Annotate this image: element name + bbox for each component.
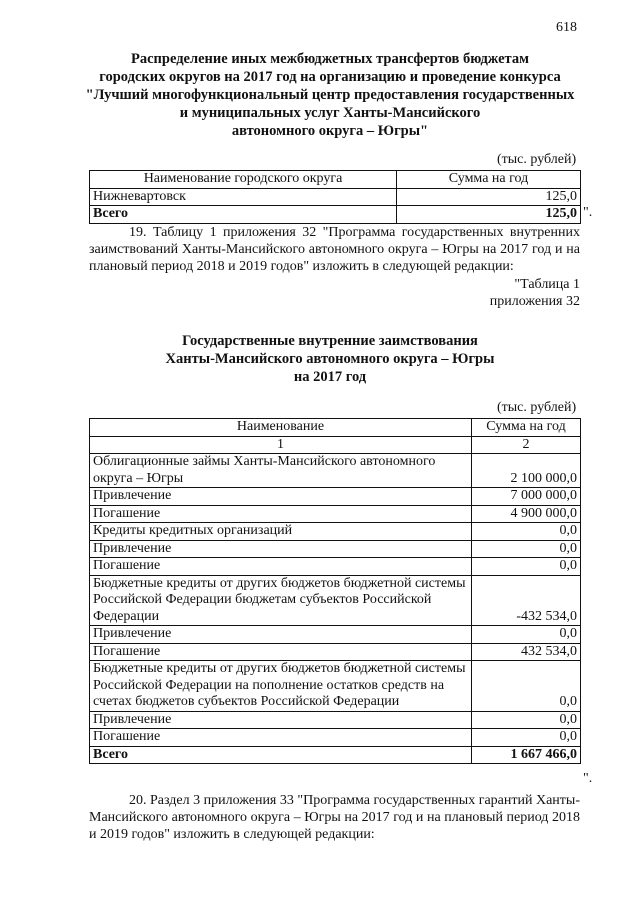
table-row	[90, 523, 581, 541]
title-line: Распределение иных межбюджетных трансфертов бюджетам	[131, 51, 529, 67]
title-line: автономного округа – Югры"	[231, 123, 429, 139]
table-row	[90, 575, 581, 626]
section-title	[60, 50, 600, 140]
row-name: Бюджетные кредиты от других бюджетов бюджетной системы Российской Федерации на пополнение остатков средств на счетах бюджетов субъектов Российской Федерации	[90, 661, 472, 712]
row-name: Кредиты кредитных организаций	[90, 523, 472, 541]
table-total-row	[90, 206, 581, 224]
table-row	[90, 540, 581, 558]
table-row	[90, 558, 581, 576]
row-value: -432 534,0	[472, 575, 581, 626]
title-line: городских округов на 2017 год на организацию и проведение конкурса	[99, 69, 561, 85]
row-value: 7 000 000,0	[472, 488, 581, 506]
row-value: 0,0	[472, 523, 581, 541]
table-row	[90, 626, 581, 644]
table-row	[90, 711, 581, 729]
table-reference-line: "Таблица 1	[514, 277, 580, 292]
row-name: Привлечение	[90, 540, 472, 558]
row-value: 2 100 000,0	[472, 454, 581, 488]
row-value: 0,0	[472, 626, 581, 644]
title-line: и муниципальных услуг Ханты-Мансийского	[179, 105, 481, 121]
table-header-row	[90, 171, 581, 189]
paragraph-20: 20. Раздел 3 приложения 33 "Программа государственных гарантий Ханты-Мансийского автономного округа – Югры на 2017 год и на плановый период 2018 и 2019 годов" изложить в следующей редакции:	[89, 793, 580, 842]
table-row	[90, 505, 581, 523]
table-reference-line: приложения 32	[489, 294, 580, 309]
total-value: 125,0	[397, 206, 581, 224]
title-line: Государственные внутренние заимствования	[182, 333, 478, 349]
total-value: 1 667 466,0	[472, 746, 581, 764]
table-total-row	[90, 746, 581, 764]
row-value: 125,0	[397, 188, 581, 206]
table-header-row	[90, 419, 581, 437]
row-name: Погашение	[90, 643, 472, 661]
row-name: Облигационные займы Ханты-Мансийского автономного округа – Югры	[90, 454, 472, 488]
table2-closing-quote: ".	[583, 771, 593, 786]
paragraph-19: 19. Таблицу 1 приложения 32 "Программа государственных внутренних заимствований Ханты-Мансийского автономного округа – Югры на 2017 год и на плановый период 2018 и 2019 годов" изложить в следующей редакции:	[89, 225, 580, 274]
table1-closing-quote: ".	[583, 205, 593, 220]
row-value: 0,0	[472, 540, 581, 558]
title-line: на 2017 год	[293, 369, 367, 385]
column-number: 1	[90, 436, 472, 454]
column-header: Сумма на год	[472, 419, 581, 437]
row-name: Привлечение	[90, 711, 472, 729]
table-row	[90, 454, 581, 488]
column-header: Наименование	[90, 419, 472, 437]
row-value: 432 534,0	[472, 643, 581, 661]
row-name: Привлечение	[90, 488, 472, 506]
column-number-row	[90, 436, 581, 454]
page-number: 618	[556, 20, 577, 35]
total-label: Всего	[90, 746, 472, 764]
row-name: Погашение	[90, 505, 472, 523]
table-reference	[480, 276, 580, 310]
row-name: Погашение	[90, 729, 472, 747]
title-line: Ханты-Мансийского автономного округа – Югры	[165, 351, 495, 367]
column-header: Наименование городского округа	[90, 171, 397, 189]
table-row	[90, 643, 581, 661]
column-header: Сумма на год	[397, 171, 581, 189]
row-value: 0,0	[472, 711, 581, 729]
total-label: Всего	[90, 206, 397, 224]
row-name: Бюджетные кредиты от других бюджетов бюджетной системы Российской Федерации бюджетам субъектов Российской Федерации	[90, 575, 472, 626]
table-row	[90, 188, 581, 206]
row-value: 0,0	[472, 729, 581, 747]
row-name: Привлечение	[90, 626, 472, 644]
row-value: 0,0	[472, 558, 581, 576]
table-row	[90, 661, 581, 712]
row-name: Нижневартовск	[90, 188, 397, 206]
table-row	[90, 729, 581, 747]
table2-units: (тыс. рублей)	[497, 400, 577, 415]
row-name: Погашение	[90, 558, 472, 576]
row-value: 0,0	[472, 661, 581, 712]
table1-units: (тыс. рублей)	[497, 152, 577, 167]
table-row	[90, 488, 581, 506]
borrowings-table	[89, 418, 581, 764]
borrowing-title	[60, 332, 600, 386]
title-line: "Лучший многофункциональный центр предоставления государственных	[85, 87, 575, 103]
column-number: 2	[472, 436, 581, 454]
transfers-table	[89, 170, 581, 224]
row-value: 4 900 000,0	[472, 505, 581, 523]
